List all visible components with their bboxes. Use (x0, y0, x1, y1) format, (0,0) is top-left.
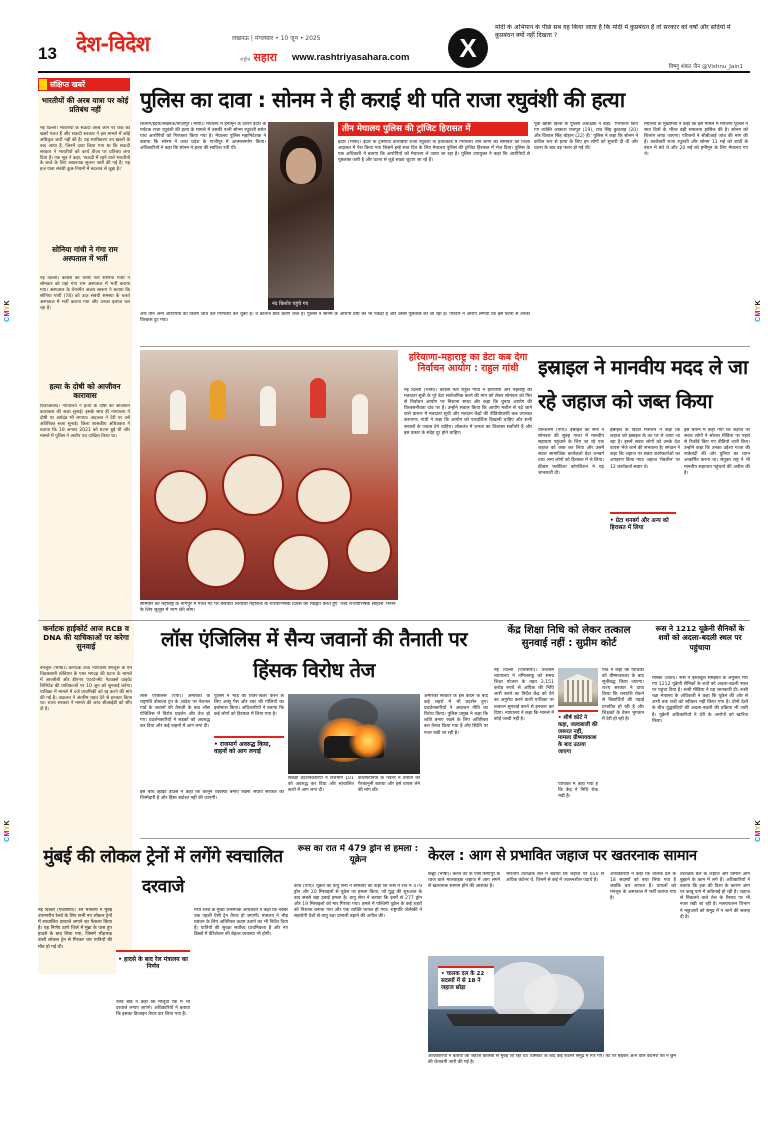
section-divider-1 (140, 346, 750, 347)
brief-title-1[interactable]: भारतीयों की अरब यात्रा पर कोई प्रतिबंध नहीं (41, 96, 129, 114)
brief-body-1: नई दिल्ली। भारतीयों के सऊदी अरब जाने पर रोक की खबरें गलत हैं और सऊदी सरकार ने इस मामले में कोई अधिकृत जारी नहीं की है। यह स्पष्टीकरण उन खबरों के बाद आया है, जिनमें दावा किया गया था कि सऊदी सरकार ने भारतीयों को कार्य वीजा पर प्रतिबंध लगा दिया है। एक सूत्र ने कहा, 'सऊदी में रहने वाले भारतीयों के बच्चे के लिए आवश्यक सूचना जारी की गई है। यह हज यात्रा संबंधी कुछ नियमों में बदलाव से जुड़ा है।' (40, 126, 130, 173)
photo-drum (186, 528, 246, 588)
story8-headline[interactable]: रूस का रात में 479 ड्रोन से हमला : यूक्रेन (297, 844, 419, 865)
story2-headline[interactable]: हरियाणा-महाराष्ट्र का डेटा कब देगा निर्वाचन आयोग : राहुल गांधी (408, 352, 528, 374)
photo-figure (310, 378, 326, 418)
page-number: 13 (38, 44, 57, 63)
story3-body-col2: इस्राइल के विदेश मंत्रालय ने कहा कि जहाज को इस्राइल के तट पर ले जाया जा रहा है। इसमें सवार लोगों को उनके देश वापस भेजे जाने की संभावना है। संगठन ने कहा कि जहाज पर सवार कार्यकर्ताओं का अपहरण किया गया। जहाज 'मेडलीन' पर 12 कार्यकर्ता सवार थे। (610, 428, 680, 470)
story5-quote: • शीर्ष कोर्ट ने कहा, जल्दबाजी की जरूरत नहीं, मामला ग्रीष्मावकाश के बाद उठाया जाएगा (558, 710, 598, 780)
cmyk-strip-left-2: CMYK (4, 820, 11, 842)
story4-body-col1: लॉस एंजिलिस (एपी)। अमेरिका के राष्ट्रपति डोनाल्ड ट्रंप के आदेश पर नेशनल गार्ड के जवानों की तैनाती के बाद लॉस एंजिलिस में विरोध प्रदर्शन और तेज हो गए। प्रदर्शनकारियों ने सड़कों को अवरुद्ध कर दिया और कई वाहनों में आग लगा दी। (140, 694, 210, 730)
story3-body-col3: इस बयान में कहा गया कि जहाज पर सवार लोगों ने सोशल मीडिया पर पहले से रिकॉर्ड किए गए वीडियो जारी किए। उन्होंने कहा कि उनका उद्देश्य गाजा की नाकेबंदी की ओर दुनिया का ध्यान आकर्षित करना था। संयुक्त राष्ट्र ने भी मानवीय सहायता पहुंचाने की अपील की है। (684, 428, 750, 476)
briefs-header (38, 78, 130, 91)
photo-fire (348, 724, 388, 758)
brief-title-3[interactable]: हत्या के दोषी को आजीवन कारावास (49, 382, 121, 400)
story7-body-col1: नई दिल्ली (एजेंसियां)। रेल मंत्रालय ने मुंबई उपनगरीय रेलवे के लिए सभी नए लोकल ट्रेनों में स्वचालित दरवाजे लगाने का फैसला किया है। यह निर्णय ठाणे जिले में मुंब्रा के पास हुए हादसे के बाद लिया गया, जिसमें भीड़भाड़ वाली लोकल ट्रेन से गिरकर चार यात्रियों की मौत हो गई थी। (38, 908, 112, 950)
photo-smoke (524, 974, 584, 1018)
story9-headline[interactable]: केरल : आग से प्रभावित जहाज पर खतरनाक सामान (428, 848, 697, 864)
brief-body-2: नई दिल्ली। कांग्रेस की वरिष्ठ नेता सोनिया गांधी ने सोमवार को यहां गंगा राम अस्पताल में भर्ती कराया गया। अस्पताल के चेयरमैन अजय स्वरूप ने बताया कि सोनिया गांधी (78) को उदर संबंधी समस्या के चलते अस्पताल में भर्ती कराया गया और उनका इलाज चल रहा है। (40, 276, 130, 311)
story9-body-bottom: अधिकारियों ने बताया कि जहाज कोलंबो से मुंबई जा रहा था। विस्फोट के बाद कई कंटेनर समुद्र में गिर गए। तट पर बहकर आने वाले कंटेनरों को न छूने की चेतावनी जारी की गई है। (428, 1054, 676, 1066)
story7-body-col2: रेलवे बोर्ड ने कहा कि मौजूदा रेक में भी दरवाजे लगाए जाएंगे। अधिकारियों ने बताया कि इसका डिजाइन तैयार कर लिया गया है। (116, 1000, 190, 1018)
story9-body-col4: तटरक्षक बल के जहाज और विमान आग बुझाने के काम में लगे हैं। अधिकारियों ने बताया कि हवा की दिशा के कारण आग पर काबू पाने में कठिनाई हो रही है। जहाज से निकलने वाले तेल के रिसाव पर भी नजर रखी जा रही है। मत्स्यपालन विभाग ने मछुआरों को समुद्र में न जाने की सलाह दी है। (680, 872, 750, 920)
story7-highlight-text: • हादसे के बाद रेल मंत्रालय का निर्णय (118, 956, 188, 971)
story6-headline[interactable]: रूस ने 1212 यूक्रेनी सैनिकों के शवों को अदला-बदली स्थल पर पहुंचाया (655, 624, 745, 652)
story5-body-col2: याचिका में कहा गया है कि केंद्र ने निधि रोक रखी है। (558, 782, 598, 800)
cmyk-strip-left: CMYK (4, 300, 11, 322)
x-logo-icon: X (448, 28, 488, 68)
story3-highlight-box (610, 512, 676, 554)
story1-sub-body: इंदौर (भाषा)। इंदौर के ट्रांसपोर्ट कारोबारी राजा रघुवंशी के हत्याकांड में गिरफ्तार तीन लोगों को सोमवार को जिला अदालत में पेश किया गया जिसने इन्हें सात दिन के लिए मेघालय पुलिस की ट्रांजिट हिरासत में भेज दिया। पुलिस के एक अधिकारी ने बताया कि आरोपियों को मेघालय ले जाया जा रहा है। पुलिस उपायुक्त ने कहा कि आरोपियों से पूछताछ जारी है और घटना से जुड़े साक्ष्य जुटाए जा रहे हैं। (338, 140, 530, 164)
story3-body-col1: यरूशलम (एपी)। इस्राइल की सेना ने सोमवार की सुबह गाजा में मानवीय सहायता पहुंचाने के लिए जा रहे एक जहाज को जब्त कर लिया और उसमें सवार सामाजिक कार्यकर्ता ग्रेटा थनबर्ग तथा अन्य लोगों को हिरासत में ले लिया। फ्रीडम फ्लोटिला कोएलिशन ने यह जानकारी दी। (538, 428, 604, 476)
briefs-label-a: संक्षिप्त (50, 80, 69, 89)
story4-body-col3: सैकड़ों प्रदर्शनकारियों ने राजमार्ग 101 को अवरुद्ध कर दिया और स्वचालित कारों में आग लगा दी। (288, 776, 354, 794)
photo-face (286, 148, 316, 184)
story4-body-col2: पुलिस ने भीड़ को तितर-बितर करने के लिए आंसू गैस और रबर की गोलियों का इस्तेमाल किया। अधिकारियों ने बताया कि कई लोगों को हिरासत में लिया गया है। (214, 694, 284, 718)
story1-photo-caption: नंद किशोर पहुंचे गए (268, 298, 334, 310)
story1-body-col1: शिलांग/इंदौर/लखनऊ/ग़ाज़ीपुर (भाषा)। मेघालय में हनीमून के दौरान इंदौर के पर्यटक राजा रघुवंशी की हत्या के मामले में उसकी पत्नी सोनम रघुवंशी समेत पांच आरोपियों को गिरफ्तार किया गया है। मेघालय पुलिस महानिदेशक ने बताया कि सोनम ने उत्तर प्रदेश के गाजीपुर में आत्मसमर्पण किया। अधिकारियों ने कहा कि सोनम ने हत्या की साजिश रची थी। (140, 122, 266, 152)
story1-body-col4: पूर्वी खासी हिल्स के पुलिस अधीक्षक ने कहा, 'गिरफ्तार किए गए व्यक्ति आकाश राजपूत (19), राज सिंह कुशवाह (20) और विशाल सिंह चौहान (22) हैं।' पुलिस ने कहा कि सोनम ने कथित रूप से हत्या के लिए इन लोगों को सुपारी दी थी और घटना के बाद वह फरार हो गई थी। (534, 122, 638, 152)
story9-body-col1: कन्नूर (भाषा)। केरल तट के पास सिंगापुर के ध्वज वाले मालवाहक जहाज में आग लगने से खतरनाक सामान होने की आशंका है। (428, 872, 500, 890)
brief-title-2[interactable]: सोनिया गांधी ने गंगा राम अस्पताल में भर्ती (52, 245, 118, 263)
logo-name: सहारा (253, 51, 277, 64)
story2-photo-caption: सोमवार को महाराष्ट्र के नागपुर में गांधी गेट पर छत्रपति शिवाजी महाराज के राज्याभिषेक दिवस को चिह्नित करते हुए 'शिव राज्याभिषेक सोहला' मनाने के लिए जुलूस में भाग लेते लोग। (140, 602, 396, 613)
briefs-tag-icon (39, 79, 47, 90)
section-divider-2 (38, 620, 750, 621)
brief-body-4: बेंगलुरू (भाषा)। कर्नाटक उच्च न्यायालय बेंगलुरू के एम चिन्नास्वामी स्टेडियम के पास भगदड़ की घटना के मामले में आरसीबी और डीएनए एंटरटेनमेंट नेटवर्क्स प्राइवेट लिमिटेड की याचिकाओं पर 10 जून को सुनवाई करेगा। याचिका में मामले में दर्ज प्राथमिकी को रद्द करने की मांग की गई है। अदालत ने अंतरिम राहत देने से इनकार किया था। राज्य सरकार ने मामले की जांच सीआईडी को सौंप दी है। (40, 666, 132, 713)
website-url[interactable]: www.rashtriyasahara.com (292, 52, 410, 63)
cmyk-strip-right-2: CMYK (755, 820, 762, 842)
cmyk-strip-right: CMYK (755, 300, 762, 322)
tweet-quote: मोदी के अभियान के पीछे सब यह किया जाता है कि मोदी में कुप्रबंधन है तो सरकार को वर्षों और सदियों में कुप्रबंधन क्यों नहीं दिखता ? (495, 24, 731, 40)
story3-highlight-text: • ग्रेटा थनबर्ग और अन्य को हिरासत में लिया (610, 518, 669, 531)
photo-drum (346, 528, 392, 574)
story4-body-bottom: इस बीच व्हाइट हाउस ने कहा कि कानून व्यवस्था बनाए रखना संघीय सरकार की जिम्मेदारी है और हिंसा बर्दाश्त नहीं की जाएगी। (140, 790, 284, 802)
story4-body-col5: अमेरिकी सरकार के इस कदम के बाद कई शहरों में भी प्रदर्शन हुए। प्रदर्शनकारियों ने आव्रजन नीति का विरोध किया। पुलिस प्रमुख ने कहा कि शांति बनाए रखने के लिए अतिरिक्त बल तैनात किया गया है और स्थिति पर नजर रखी जा रही है। (424, 694, 488, 736)
story1-body-bottom: और तीन अन्य आरोपियों को विशेष जांच दल गिरफ्तार कर चुका है। वे कॉलेज छात्र बताए जाते हैं। पुलिस ने सोनम के आरोपी प्रेमी को भी पकड़ा है और उससे पूछताछ की जा रही है। परिवार ने आरोप लगाया कि इस घटना से उनका विश्वास टूट गया। (140, 312, 530, 324)
photo-drum (222, 454, 284, 516)
story5-body-col3: पीठ ने कहा कि याचिका को ग्रीष्मावकाश के बाद सूचीबद्ध किया जाएगा। राज्य सरकार ने दावा किया कि धनराशि रोकने से विद्यार्थियों की पढ़ाई प्रभावित हो रही है और शिक्षकों के वेतन भुगतान में देरी हो रही है। (602, 668, 644, 722)
story1-body-col5: मेघालय के मुख्यमंत्री ने कहा कि इस मामले में मेघालय पुलिस ने सात दिनों के भीतर बड़ी सफलता हासिल की है। सोनम को शिलांग लाया जाएगा। परिजनों ने सीबीआई जांच की मांग की है। कारोबारी राजा रघुवंशी और सोनम 11 मई को शादी के बंधन में बंधे थे और 20 मई को हनीमून के लिए मेघालय गए थे। (644, 122, 748, 158)
story7-highlight-box (116, 950, 190, 996)
story9-photo-tag: • चालक दल के 22 सदस्यों में से 18 ने जहाज छोड़ा (438, 966, 494, 1006)
story4-photo (288, 694, 420, 774)
photo-ship (446, 1014, 574, 1026)
story2-body: नई दिल्ली (भाषा)। कांग्रेस नेता राहुल गांधी ने हरियाणा और महाराष्ट्र की मतदाता सूची के पूरे डेटा सार्वजनिक करने की मांग को लेकर सोमवार को फिर से निर्वाचन आयोग पर निशाना साधा और कहा कि चुनाव आयोग की विश्वसनीयता दांव पर है। उन्होंने सवाल किया कि आयोग मशीन से पढ़े जाने वाले प्रारूप में मतदाता सूची और मतदान केंद्रों की वीडियोग्राफी कब उपलब्ध कराएगा। गांधी ने कहा कि आयोग को पारदर्शिता दिखानी चाहिए और सभी सवालों के जवाब देने चाहिए। लोकतंत्र में जनता का विश्वास सर्वोपरि है और इस प्रकार के संदेह दूर होने चाहिए। (404, 388, 532, 436)
story1-subheadline[interactable]: तीन मेघालय पुलिस की ट्रांजिट हिरासत में (338, 122, 528, 136)
photo-drum (296, 468, 352, 524)
story3-headline[interactable]: इस्राइल ने मानवीय मदद ले जा रहे जहाज को जब्त किया (538, 355, 748, 413)
story4-body-col4: कैलिफोर्निया के गवर्नर ने तैनाती को गैरकानूनी बताया और इसे वापस लेने की मांग की। (358, 776, 420, 794)
story6-body: मॉस्को (वार्ता)। रूस ने इस्तांबुल समझौते के अनुसार मारे गए 1212 यूक्रेनी सैनिकों के शवों को अदला-बदली स्थल पर पहुंचा दिया है। रूसी मीडिया ने यह जानकारी दी। रूसी रक्षा मंत्रालय के अधिकारी ने कहा कि यूक्रेन की ओर से अभी तक शवों को स्वीकार नहीं किया गया है। दोनों देशों के बीच युद्धबंदियों की अदला-बदली की प्रक्रिया भी जारी है। यूक्रेनी अधिकारियों ने देरी के आरोपों को खारिज किया। (652, 676, 748, 724)
photo-court-columns (564, 680, 592, 702)
story9-photo (428, 956, 604, 1052)
story9-body-col3: अधिकारियों ने कहा कि चालक दल के 18 सदस्यों को बचा लिया गया है जबकि चार लापता हैं। घायलों को मंगलुरु के अस्पताल में भर्ती कराया गया है। (610, 872, 676, 902)
photo-figure (352, 394, 368, 434)
logo-prefix: राष्ट्रीय (240, 57, 251, 63)
story5-headline[interactable]: केंद्र शिक्षा निधि को लेकर तत्काल सुनवाई नहीं : सुप्रीम कोर्ट (507, 625, 631, 649)
photo-drum (154, 470, 208, 524)
story5-photo (558, 668, 598, 706)
photo-figure (170, 390, 186, 430)
newspaper-logo (240, 50, 277, 65)
brief-title-4[interactable]: कर्नाटक हाईकोर्ट आज RCB व DNA की याचिकाओं पर करेगा सुनवाई (38, 624, 134, 664)
story4-quote: • राजमार्ग अवरुद्ध किया, वाहनों को आग लगाई (214, 736, 284, 788)
photo-figure (210, 380, 226, 420)
story1-photo (268, 122, 334, 310)
story7-body-col3: मध्य रेलवे के मुख्य जनसंपर्क अधिकारी ने कहा कि नवंबर तक पहली ऐसी ट्रेन तैयार हो जाएगी। मंत्रालय ने भीड़ प्रबंधन के लिए अतिरिक्त कदम उठाने का भी निर्देश दिया है। यात्रियों की सुरक्षा सर्वोच्च प्राथमिकता है और नए डिब्बों में वेंटिलेशन की बेहतर व्यवस्था भी होगी। (194, 908, 288, 938)
photo-drum (272, 534, 330, 592)
story8-body: कीव (एपी)। यूक्रेन की वायु सेना ने सोमवार को कहा कि रूस ने रात में 479 ड्रोन और 20 मिसाइलों से यूक्रेन पर हमला किया, जो युद्ध की शुरुआत के बाद सबसे बड़ा हवाई हमला है। वायु सेना ने बताया कि इनमें से 277 ड्रोन और 19 मिसाइलों को मार गिराया गया। हमले में पश्चिमी यूक्रेन के कई शहरों को निशाना बनाया गया और एक व्यक्ति घायल हो गया। राष्ट्रपति जेलेंस्की ने सहयोगी देशों से वायु रक्षा प्रणाली बढ़ाने की अपील की। (294, 884, 422, 920)
story1-headline[interactable]: पुलिस का दावा : सोनम ने ही कराई थी पति राजा रघुवंशी की हत्या (140, 88, 625, 112)
masthead-date: लखनऊ | मंगलवार • 10 जून • 2025 (232, 35, 321, 42)
story5-body-col1: नई दिल्ली (एजेंसियां)। उच्चतम न्यायालय ने तमिलनाडु को समग्र शिक्षा योजना के तहत 2,151 करोड़ रुपये से अधिक की निधि जारी करने का निर्देश केंद्र को देने का अनुरोध करने वाली याचिका पर तत्काल सुनवाई करने से इनकार कर दिया। न्यायालय ने कहा कि मामले में कोई जल्दी नहीं है। (494, 668, 554, 722)
story4-headline[interactable]: लॉस एंजिलिस में सैन्य जवानों की तैनाती पर हिंसक विरोध तेज (160, 627, 468, 682)
story2-photo (140, 350, 398, 600)
brief-body-3: फिरोजाबाद। न्यायालय ने हत्या के दोषी को आजीवन कारावास की सजा सुनाई। इसके साथ ही न्यायालय ने दोषी पर अर्थदंड भी लगाया। अदालत ने देरी पर उसे अतिरिक्त सजा सुनाई। जिला शासकीय अधिवक्ता ने बताया कि 19 अगस्त 2021 को घटना हुई थी और मामले में पुलिस ने आरोप पत्र दाखिल किया था। (40, 404, 130, 439)
header-rule (38, 71, 750, 73)
photo-figure (260, 386, 276, 426)
section-title: देश-विदेश (76, 32, 150, 56)
story9-body-col2: भारतीय तटरक्षक बल ने बताया कि जहाज पर 650 से अधिक कंटेनर थे, जिनमें से कई में ज्वलनशील पदार्थ हैं। (506, 872, 604, 884)
story7-headline[interactable]: मुंबई की लोकल ट्रेनों में लगेंगे स्वचालित दरवाजे (43, 847, 283, 897)
section-divider-3 (140, 838, 750, 839)
tweet-author: विष्णु शंकर जैन @Vishnu_Jain1 (668, 64, 743, 70)
masthead (226, 30, 452, 70)
briefs-label-b: खबरें (71, 80, 86, 89)
